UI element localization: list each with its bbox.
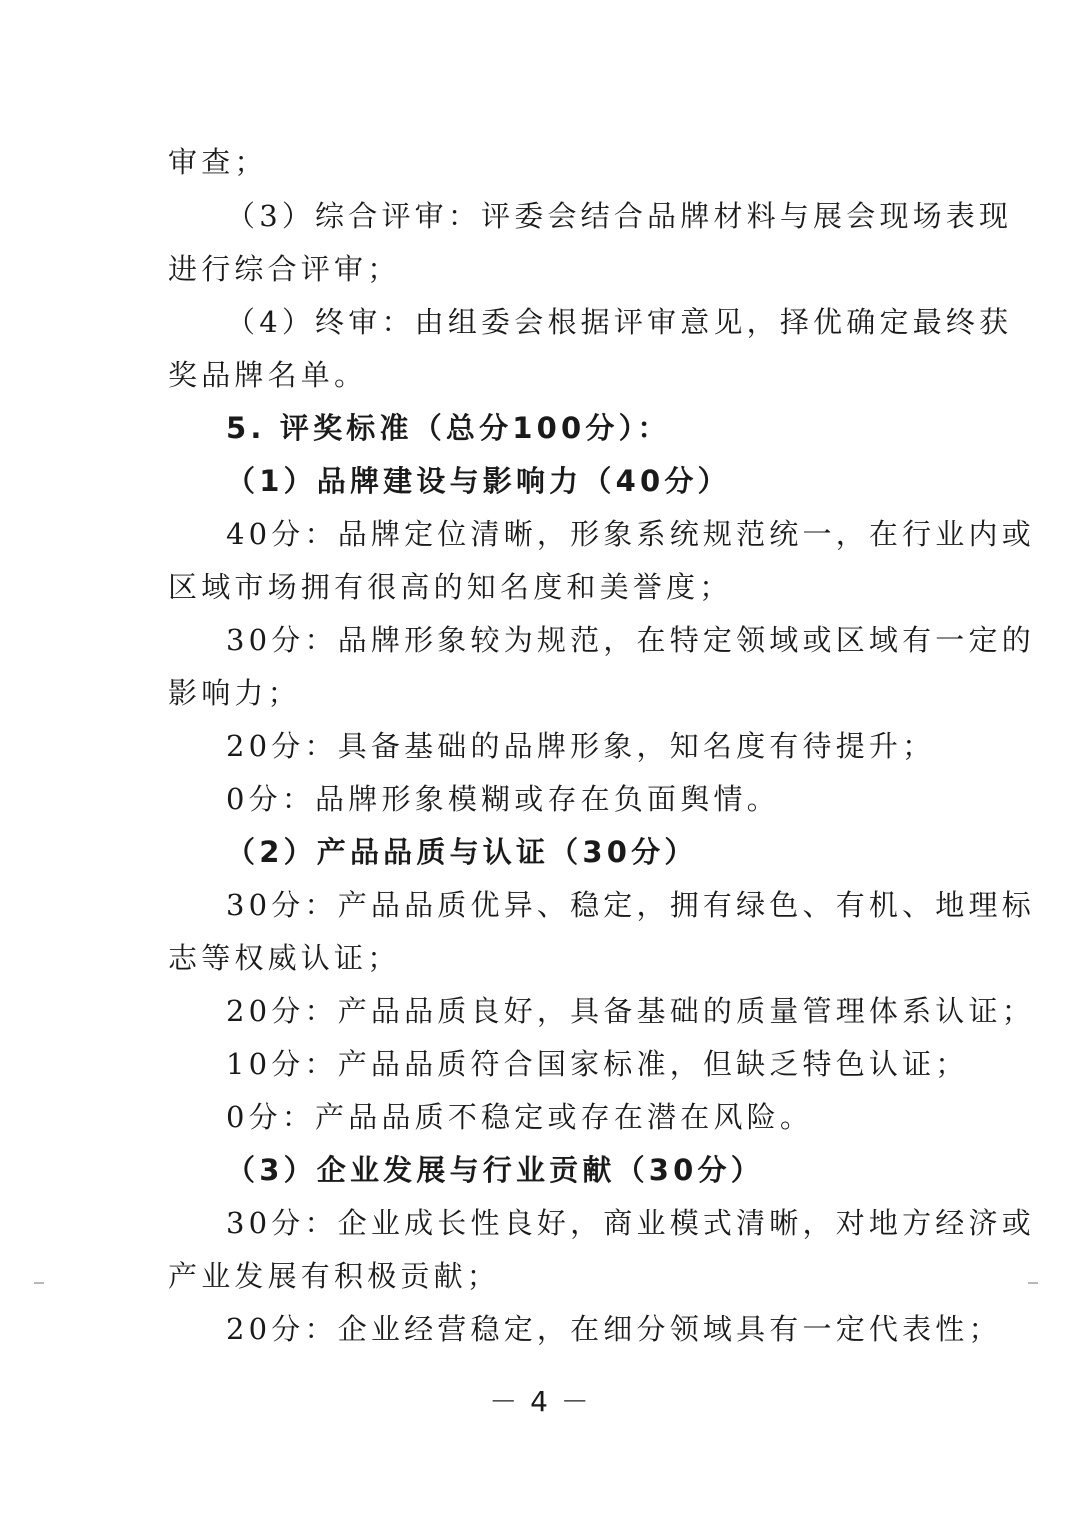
text-line-final-review: （4）终审：由组委会根据评审意见，择优确定最终获 [226, 305, 1013, 339]
criterion-enterprise-30: 30分：企业成长性良好，商业模式清晰，对地方经济或 [226, 1206, 1035, 1240]
text-line-review-end: 审查； [168, 145, 268, 179]
criterion-brand-40: 40分：品牌定位清晰，形象系统规范统一，在行业内或 [226, 517, 1035, 551]
section-heading-award-criteria: 5. 评奖标准（总分100分）： [226, 411, 671, 445]
text-line-comprehensive-review: （3）综合评审：评委会结合品牌材料与展会现场表现 [226, 199, 1013, 233]
criterion-brand-30-cont: 影响力； [168, 676, 301, 710]
criterion-brand-20: 20分：具备基础的品牌形象，知名度有待提升； [226, 729, 936, 763]
subheading-brand-building: （1）品牌建设与影响力（40分） [226, 464, 731, 498]
criterion-product-0: 0分：产品品质不稳定或存在潜在风险。 [226, 1100, 814, 1134]
criterion-enterprise-20: 20分：企业经营稳定，在细分领域具有一定代表性； [226, 1312, 1002, 1346]
criterion-enterprise-30-cont: 产业发展有积极贡献； [168, 1259, 501, 1293]
text-line-final-review-cont: 奖品牌名单。 [168, 358, 368, 392]
text-line-comprehensive-review-cont: 进行综合评审； [168, 252, 401, 286]
criterion-brand-40-cont: 区域市场拥有很高的知名度和美誉度； [168, 570, 733, 604]
scan-mark-left [34, 1282, 44, 1284]
criterion-product-20: 20分：产品品质良好，具备基础的质量管理体系认证； [226, 994, 1035, 1028]
criterion-product-30: 30分：产品品质优异、稳定，拥有绿色、有机、地理标 [226, 888, 1035, 922]
criterion-brand-0: 0分：品牌形象模糊或存在负面舆情。 [226, 782, 780, 816]
subheading-product-quality: （2）产品品质与认证（30分） [226, 835, 698, 869]
criterion-brand-30: 30分：品牌形象较为规范，在特定领域或区域有一定的 [226, 623, 1035, 657]
page-number: － 4 － [489, 1385, 591, 1418]
criterion-product-10: 10分：产品品质符合国家标准，但缺乏特色认证； [226, 1047, 969, 1081]
subheading-enterprise-development: （3）企业发展与行业贡献（30分） [226, 1153, 764, 1187]
criterion-product-30-cont: 志等权威认证； [168, 941, 401, 975]
scan-mark-right [1028, 1282, 1038, 1284]
